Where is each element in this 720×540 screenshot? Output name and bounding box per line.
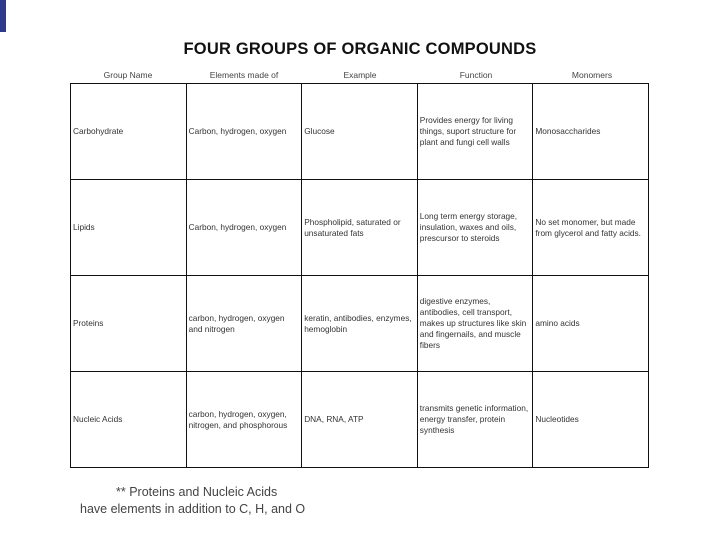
cell-example: DNA, RNA, ATP <box>302 372 418 468</box>
cell-elements: carbon, hydrogen, oxygen, nitrogen, and phosphorous <box>186 372 302 468</box>
header-group-name: Group Name <box>103 70 153 80</box>
page-title: FOUR GROUPS OF ORGANIC COMPOUNDS <box>183 40 537 58</box>
cell-elements: carbon, hydrogen, oxygen and nitrogen <box>186 276 302 372</box>
cell-example: Phospholipid, saturated or unsaturated fats <box>302 180 418 276</box>
cell-monomers: amino acids <box>533 276 649 372</box>
cell-monomers: Monosaccharides <box>533 84 649 180</box>
cell-elements: Carbon, hydrogen, oxygen <box>186 84 302 180</box>
header-function: Function <box>459 70 493 80</box>
cell-function: transmits genetic information, energy transfer, protein synthesis <box>417 372 533 468</box>
table-row <box>71 276 649 372</box>
cell-monomers: No set monomer, but made from glycerol and fatty acids. <box>533 180 649 276</box>
cell-group-name: Lipids <box>71 180 187 276</box>
cell-example: keratin, antibodies, enzymes, hemoglobin <box>302 276 418 372</box>
footnote <box>80 484 305 518</box>
table-row <box>71 180 649 276</box>
cell-monomers: Nucleotides <box>533 372 649 468</box>
footnote-line-2: have elements in addition to C, H, and O <box>80 502 306 516</box>
cell-group-name: Proteins <box>71 276 187 372</box>
cell-function: digestive enzymes, antibodies, cell transport, makes up structures like skin and fingernails, and muscle fibers <box>417 276 533 372</box>
header-elements: Elements made of <box>209 70 279 80</box>
header-monomers: Monomers <box>571 70 613 80</box>
table-row <box>71 84 649 180</box>
corner-accent-bar <box>0 0 6 32</box>
column-headers <box>70 70 650 82</box>
header-example: Example <box>343 70 377 80</box>
cell-elements: Carbon, hydrogen, oxygen <box>186 180 302 276</box>
cell-function: Long term energy storage, insulation, waxes and oils, prescursor to steroids <box>417 180 533 276</box>
compounds-table <box>70 83 649 468</box>
table-row <box>71 372 649 468</box>
cell-example: Glucose <box>302 84 418 180</box>
cell-group-name: Carbohydrate <box>71 84 187 180</box>
footnote-line-1: ** Proteins and Nucleic Acids <box>116 485 278 499</box>
cell-group-name: Nucleic Acids <box>71 372 187 468</box>
cell-function: Provides energy for living things, suport structure for plant and fungi cell walls <box>417 84 533 180</box>
